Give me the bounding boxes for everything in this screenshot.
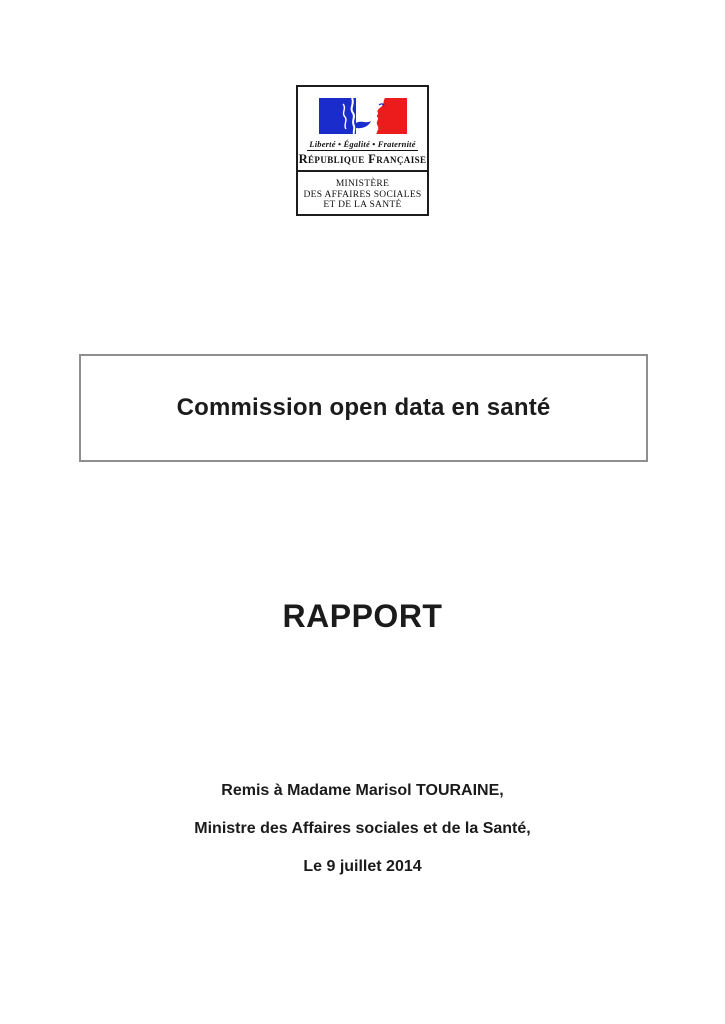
ministry-name [298,172,427,211]
marianne-flag-icon [319,98,407,134]
dedication-block [0,780,725,894]
document-title: Commission open data en santé [176,394,551,421]
dedication-line: Ministre des Affaires sociales et de la Santé, [194,820,531,837]
republique-francaise-text: République Française [298,152,427,166]
ministry-logo-block [296,85,429,216]
report-heading: RAPPORT [282,598,443,634]
ministry-name-line: MINISTÈRE [335,179,390,189]
ministry-name-line: DES AFFAIRES SOCIALES [303,189,422,200]
motto-text: Liberté • Égalité • Fraternité [309,139,416,149]
dedication-line: Remis à Madame Marisol TOURAINE, [221,782,504,799]
title-box [79,354,648,462]
republique-francaise-logo [298,87,427,170]
ministry-name-line: ET DE LA SANTÉ [323,200,402,210]
dedication-line: Le 9 juillet 2014 [303,858,422,875]
